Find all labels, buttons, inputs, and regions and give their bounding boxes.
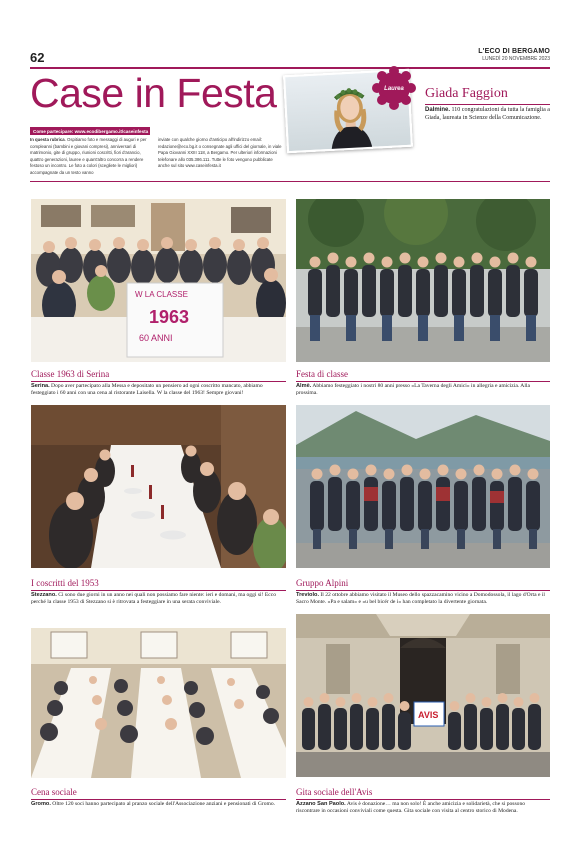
caption-text-5 [31, 801, 287, 808]
caption-place-3: Stezzano. [31, 592, 57, 598]
feature-caption [425, 107, 553, 122]
caption-place-5: Gromo. [31, 801, 51, 807]
top-rule [30, 67, 550, 69]
banner-line-3: 60 ANNI [139, 333, 173, 343]
caption-title-6: Gita sociale dell'Avis [296, 787, 373, 797]
caption-text-2 [296, 383, 550, 397]
intro-text-1: . Ospitiamo foto e messaggi di auguri e per compleanni (bambini e giovani compresi), anniversari di matrimonio, gite di gruppo, riunioni coscritti, fiori d'arancio, quattro generazioni, lauree e quant'altro concorra a rendere festoso un incontro. Le foto a colori (scegliete le migliori) accompagnate da un testo vanno [30, 137, 147, 175]
caption-place-2: Almè. [296, 383, 312, 389]
header-rule [30, 181, 550, 182]
masthead [478, 48, 550, 62]
issue-date: LUNEDÌ 20 NOVEMBRE 2023 [482, 56, 550, 62]
caption-body-2: Abbiamo festeggiato i nostri 80 anni presso «La Taverna degli Amici» in allegria e amicizia. Alla prossima. [296, 383, 530, 397]
feature-text: 110 congratulazioni da tutta la famiglia a Giada, laureata in Scienze della Comunicazione. [425, 107, 550, 121]
photo-festa-di-classe [296, 199, 550, 362]
caption-title-2: Festa di classe [296, 369, 348, 379]
caption-place-1: Serina. [31, 383, 50, 389]
avis-banner: AVIS [418, 710, 439, 720]
photo-classe-1963 [31, 199, 286, 362]
caption-rule-4 [296, 590, 550, 591]
photo-coscritti-1953 [31, 405, 286, 568]
photo-gruppo-alpini [296, 405, 550, 568]
caption-text-4 [296, 592, 550, 606]
caption-rule-3 [31, 590, 286, 591]
banner-line-1: W LA CLASSE [135, 290, 188, 299]
section-title: Case in Festa [30, 70, 277, 116]
feature-place: Dalmine. [425, 107, 451, 113]
caption-place-6: Azzano San Paolo. [296, 801, 346, 807]
intro-lead: In questa rubrica [30, 137, 65, 142]
feature-name: Giada Faggion [425, 86, 508, 101]
caption-rule-6 [296, 799, 550, 800]
caption-place-4: Treviolo. [296, 592, 320, 598]
feature-rule [425, 104, 550, 105]
caption-title-1: Classe 1963 di Serina [31, 369, 110, 379]
caption-text-6 [296, 801, 550, 815]
caption-body-4: Il 22 ottobre abbiamo visitato il Museo dello spazzacamino vicino a Domodossola, il lago d'Orta e il Sacro Monte. «Pa e salam» e «u bel bicér de i» han completato la divertente giornata. [296, 592, 545, 606]
laurea-label: Laurea [384, 86, 404, 92]
caption-rule-2 [296, 381, 550, 382]
newspaper-name: L'ECO DI BERGAMO [478, 48, 550, 55]
caption-title-5: Cena sociale [31, 787, 77, 797]
caption-body-5: Oltre 120 soci hanno partecipato al pranzo sociale dell'Associazione anziani e pensionati di Gromo. [50, 801, 276, 807]
contact-strip[interactable]: Come partecipare: www.ecodibergamo.it/caseinfesta [30, 127, 150, 135]
photo-gita-avis [296, 614, 550, 777]
caption-body-1: Dopo aver partecipato alla Messa e depositato un pensiero ad ogni coscritto mancato, abbiamo festeggiato i 60 anni con una cena al ristorante Laisella. W la classe del 1963! Sempre giovani! [31, 383, 263, 397]
caption-title-3: I coscritti del 1953 [31, 578, 99, 588]
intro-column-1 [30, 137, 152, 177]
caption-text-1 [31, 383, 287, 397]
graduate-figure [322, 83, 380, 154]
caption-rule-5 [31, 799, 286, 800]
caption-body-6: Avis è donazione… ma non solo! È anche amicizia e solidarietà, che si possono riscontrare in occasioni conviviali come questa. Gita sociale con visita al centro storico di Modena. [296, 801, 526, 815]
page-number: 62 [30, 50, 45, 65]
intro-column-2: inviate con qualche giorno d'anticipo all'indirizzo email: redazione@eco.bg.it o consegnate agli uffici del giornale, in viale Papa Giovanni XXIII 118, a Bergamo. Per ulteriori informazioni telefonare allo 035.386.111. Tutte le foto vengono pubblicate anche sul sito www.caseinfesta.it [158, 137, 282, 169]
caption-text-3 [31, 592, 287, 606]
caption-title-4: Gruppo Alpini [296, 578, 349, 588]
banner-line-2: 1963 [149, 307, 190, 327]
caption-rule-1 [31, 381, 286, 382]
photo-cena-sociale [31, 628, 286, 778]
caption-body-3: Ci sono due giorni in un anno nei quali non possiamo fare niente: ieri e domani, ma oggi sì! Ecco perché la classe 1953 di Stezzano si è ritrovata a festeggiare in una serata conviviale. [31, 592, 277, 606]
